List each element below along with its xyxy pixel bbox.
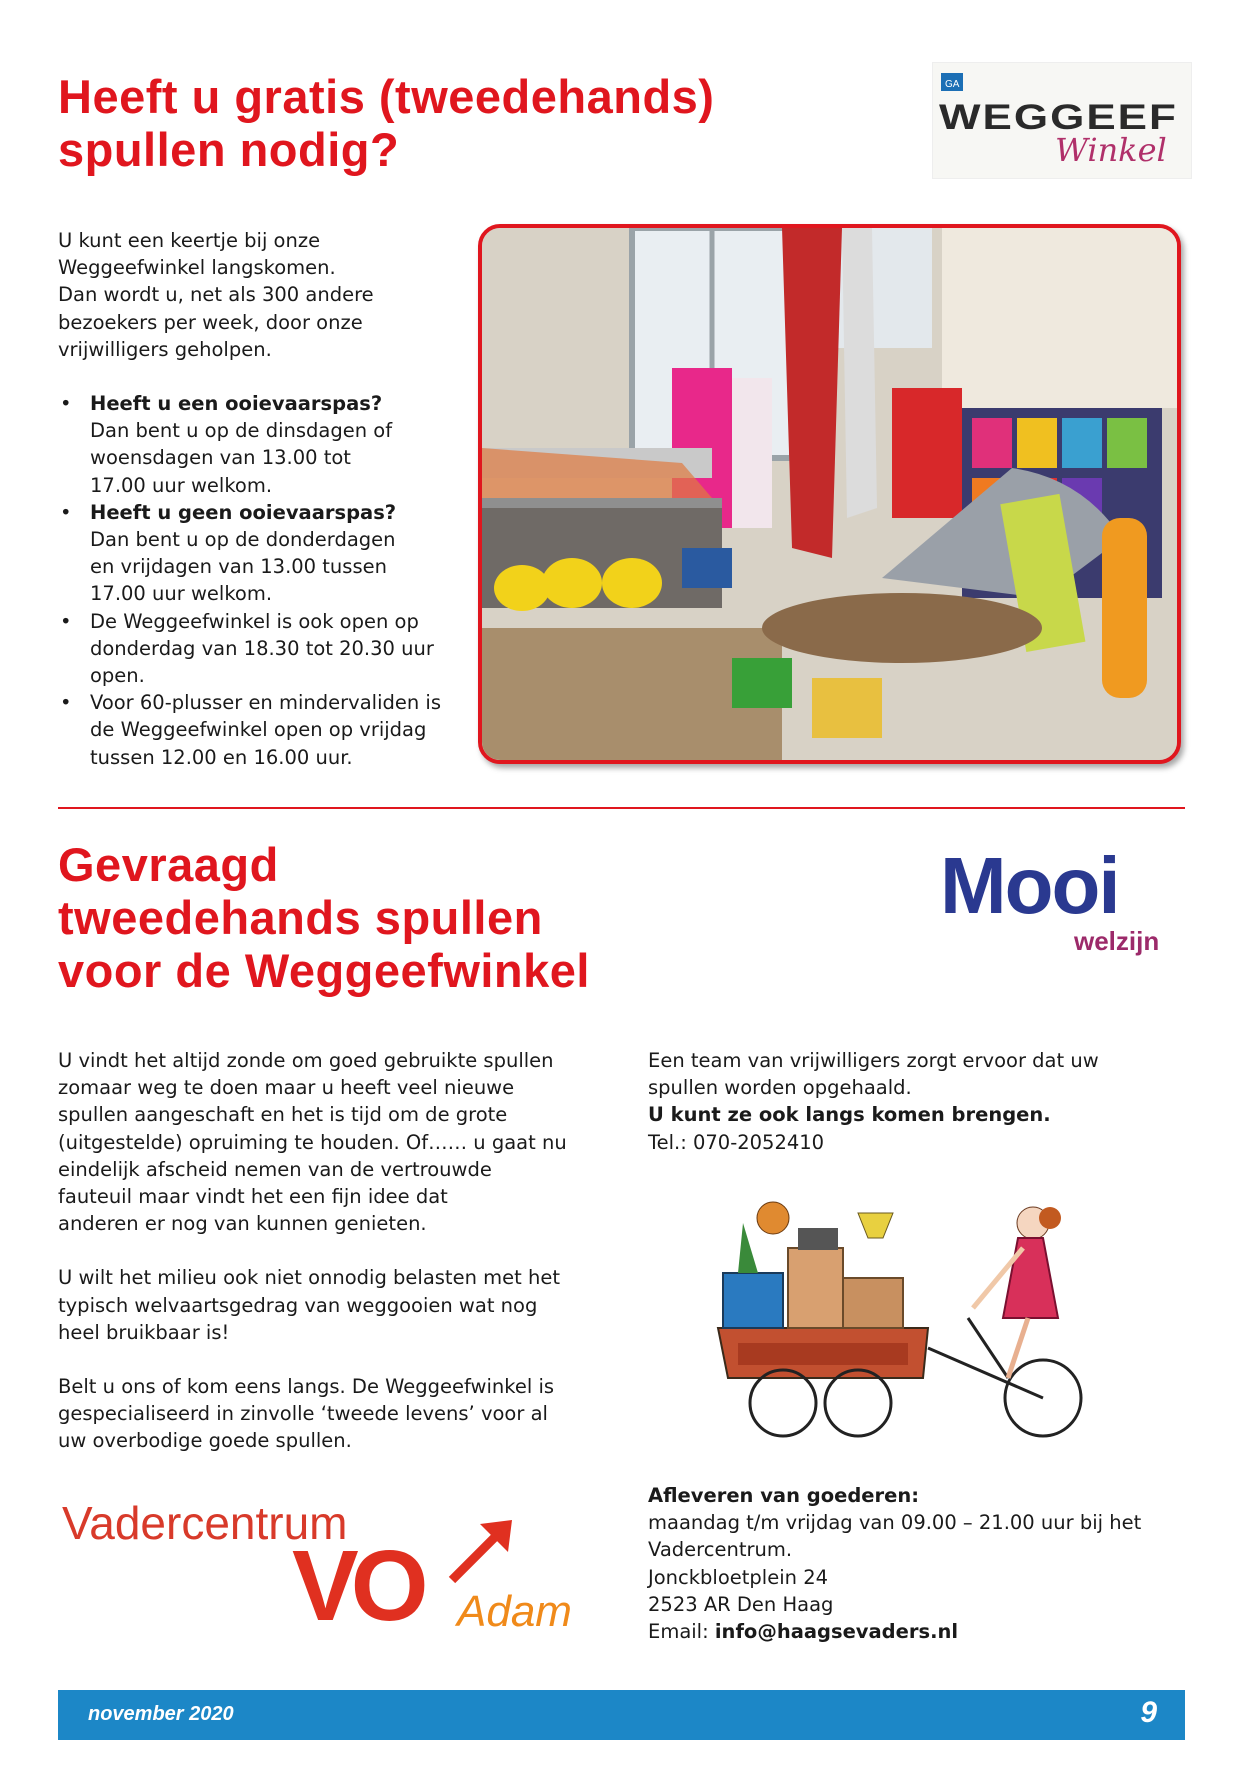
weggeef-logo-script: Winkel xyxy=(1055,131,1167,169)
bring-items-note: U kunt ze ook langs komen brengen. xyxy=(648,1103,1051,1127)
text-line: spullen aangeschaft en het is tijd om de grote xyxy=(58,1103,508,1127)
text-line: Belt u ons of kom eens langs. De Weggeefwinkel is xyxy=(58,1375,555,1399)
section-divider xyxy=(58,807,1185,809)
section1-intro xyxy=(58,227,458,363)
vadercentrum-logo xyxy=(62,1498,602,1648)
text-line: spullen worden opgehaald. xyxy=(648,1076,912,1100)
phone-number: Tel.: 070-2052410 xyxy=(648,1130,825,1154)
address-city: 2523 AR Den Haag xyxy=(648,1592,834,1616)
paragraph xyxy=(58,1047,618,1237)
paragraph xyxy=(58,1264,618,1346)
mooi-logo-main: Mooi xyxy=(940,841,1119,930)
delivery-hours: maandag t/m vrijdag van 09.00 – 21.00 uur bij het xyxy=(648,1511,1142,1535)
opening-hours-list xyxy=(58,390,478,771)
bullet-line: • Voor 60-plusser en mindervaliden is xyxy=(90,691,441,715)
text-line: typisch welvaartsgedrag van weggooien wat nog xyxy=(58,1293,538,1317)
list-item xyxy=(58,689,478,771)
text-line: heel bruikbaar is! xyxy=(58,1320,230,1344)
svg-text:GA: GA xyxy=(945,79,960,90)
text-line: Een team van vrijwilligers zorgt ervoor dat uw xyxy=(648,1049,1099,1072)
section2-left-column xyxy=(58,1047,618,1482)
text-line: eindelijk afscheid nemen van de vertrouwde xyxy=(58,1157,492,1181)
list-item xyxy=(58,608,478,690)
section2-title-line2: tweedehands spullen xyxy=(58,891,543,944)
section2-title xyxy=(58,838,590,997)
bullet-line: Dan bent u op de dinsdagen of xyxy=(90,419,393,443)
delivery-info xyxy=(648,1482,1188,1645)
email-label: Email: xyxy=(648,1620,715,1644)
text-line: gespecialiseerd in zinvolle ‘tweede levens’ voor al xyxy=(58,1402,548,1426)
bullet-line: woensdagen van 13.00 tot xyxy=(90,446,351,470)
section1-title-line1: Heeft u gratis (tweedehands) xyxy=(58,70,715,123)
text-line: (uitgestelde) opruiming te houden. Of…… u gaat nu xyxy=(58,1130,567,1154)
bullet-line: en vrijdagen van 13.00 tussen xyxy=(90,555,387,579)
mooi-logo-sub: welzijn xyxy=(1074,926,1160,956)
delivery-heading: Afleveren van goederen: xyxy=(648,1484,920,1507)
intro-line: bezoekers per week, door onze xyxy=(58,310,363,334)
text-line: U vindt het altijd zonde om goed gebruikte spullen xyxy=(58,1049,554,1072)
page-number: 9 xyxy=(1140,1696,1157,1729)
text-line: zomaar weg te doen maar u heeft veel nieuwe xyxy=(58,1076,515,1100)
email-link[interactable]: info@haagsevaders.nl xyxy=(714,1620,959,1644)
intro-line: vrijwilligers geholpen. xyxy=(58,337,272,361)
vadercentrum-logo-top: Vadercentrum xyxy=(62,1497,348,1549)
address-street: Jonckbloetplein 24 xyxy=(648,1565,829,1589)
bullet-line: 17.00 uur welkom. xyxy=(90,582,273,606)
vadercentrum-logo-adam: Adam xyxy=(457,1587,572,1636)
bullet-line: donderdag van 18.30 tot 20.30 uur xyxy=(90,636,434,660)
bullet-heading: • Heeft u een ooievaarspas? xyxy=(90,392,383,415)
cargo-bike-illustration xyxy=(698,1178,1123,1448)
weggeefwinkel-logo xyxy=(932,62,1192,179)
intro-line: Weggeefwinkel langskomen. xyxy=(58,256,336,280)
section2-right-column xyxy=(648,1047,1188,1156)
cargo-bike-graphic xyxy=(698,1178,1123,1448)
shop-photo xyxy=(478,224,1181,764)
footer-bar xyxy=(58,1690,1185,1740)
section2-title-line1: Gevraagd xyxy=(58,838,279,891)
list-item xyxy=(58,390,478,499)
bullet-line: • De Weggeefwinkel is ook open op xyxy=(90,609,419,633)
bullet-line: open. xyxy=(90,664,145,688)
text-line: uw overbodige goede spullen. xyxy=(58,1429,352,1453)
bullet-line: 17.00 uur welkom. xyxy=(90,473,273,497)
delivery-location: Vadercentrum. xyxy=(648,1538,793,1562)
bullet-line: Dan bent u op de donderdagen xyxy=(90,528,396,552)
vadercentrum-logo-vo: VO xyxy=(292,1530,421,1642)
bullet-heading: • Heeft u geen ooievaarspas? xyxy=(90,500,397,524)
weggeef-logo-main: WEGGEEF xyxy=(939,98,1178,138)
section1-title xyxy=(58,70,714,176)
bullet-line: tussen 12.00 en 16.00 uur. xyxy=(90,745,353,769)
intro-line: U kunt een keertje bij onze xyxy=(58,229,321,252)
section1-title-line2: spullen nodig? xyxy=(58,123,400,176)
text-line: U wilt het milieu ook niet onnodig belasten met het xyxy=(58,1266,560,1290)
section2-title-line3: voor de Weggeefwinkel xyxy=(58,944,590,997)
mooi-welzijn-logo xyxy=(940,841,1190,966)
intro-line: Dan wordt u, net als 300 andere xyxy=(58,283,374,307)
paragraph xyxy=(58,1373,618,1455)
male-symbol-icon xyxy=(442,1518,522,1588)
text-line: fauteuil maar vindt het een fijn idee dat xyxy=(58,1185,448,1209)
footer-date: november 2020 xyxy=(88,1703,234,1725)
email-line xyxy=(648,1618,1188,1645)
list-item xyxy=(58,499,478,608)
bullet-line: de Weggeefwinkel open op vrijdag xyxy=(90,718,427,742)
shop-photo-graphic xyxy=(482,228,1177,760)
text-line: anderen er nog van kunnen genieten. xyxy=(58,1212,427,1236)
